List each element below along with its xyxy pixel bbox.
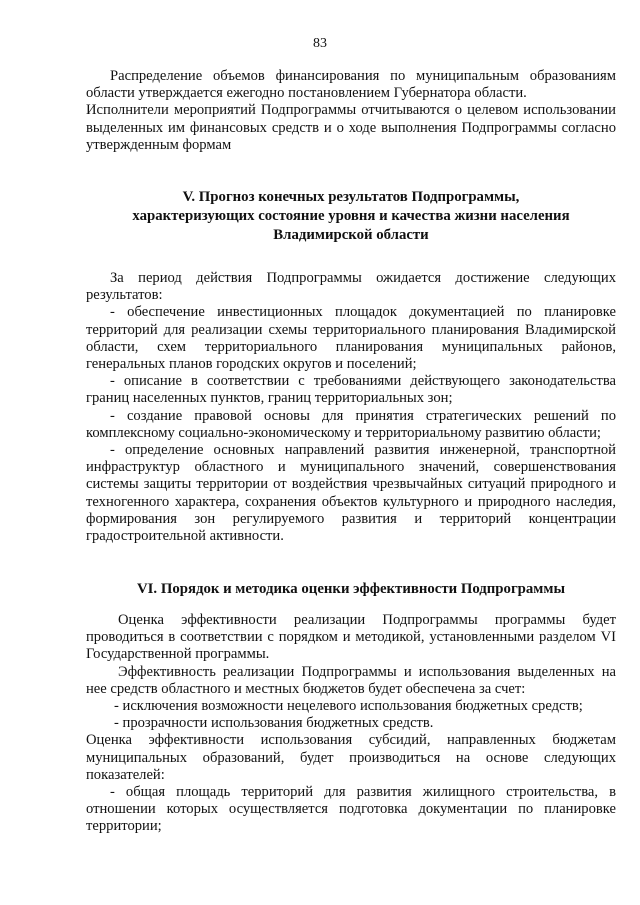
results-intro: За период действия Подпрограммы ожидается достижение следующих результатов:	[86, 270, 616, 304]
bullet-transparency: - прозрачности использования бюджетных средств.	[114, 715, 434, 732]
paragraph-financing-distribution: Распределение объемов финансирования по муниципальным образованиям области утверждается ежегодно постановлением Губернатора области.	[86, 68, 616, 102]
indicator-housing-area: - общая площадь территорий для развития жилищного строительства, в отношении которых осуществляется подготовка документации по планировке территории;	[86, 784, 616, 835]
result-item: - определение основных направлений развития инженерной, транспортной инфраструктур областного и муниципального значений, совершенствования системы защиты территории от воздействия чрезвычайных ситуаций природного и техногенного характера, сохранения объектов культурного и природного наследия, формирования зон регулируемого развития и территорий концентрации градостроительной активности.	[86, 442, 616, 545]
section-5-heading-line-2: характеризующих состояние уровня и качества жизни населения	[132, 208, 570, 224]
result-item: - описание в соответствии с требованиями действующего законодательства границ населенных пунктов, границ территориальных зон;	[86, 373, 616, 407]
result-item: - обеспечение инвестиционных площадок документацией по планировке территорий для реализации схемы территориального планирования Владимирской области, схем территориального планирования муниципальных районов, генеральных планов городских округов и поселений;	[86, 304, 616, 373]
paragraph-subsidy-evaluation: Оценка эффективности использования субсидий, направленных бюджетам муниципальных образований, будет производиться на основе следующих показателей:	[86, 732, 616, 783]
bullet-no-misuse: - исключения возможности нецелевого использования бюджетных средств;	[114, 698, 583, 715]
financing-paragraphs	[86, 68, 616, 154]
page-number: 83	[313, 36, 327, 51]
section-5-heading	[86, 188, 616, 245]
paragraph-efficiency: Эффективность реализации Подпрограммы и использования выделенных на нее средств областного и местных бюджетов будет обеспечена за счет:	[86, 663, 616, 697]
paragraph-executors-report: Исполнители мероприятий Подпрограммы отчитываются о целевом использовании выделенных им финансовых средств и о ходе выполнения Подпрограммы согласно утвержденным формам	[86, 102, 616, 153]
section-6-heading: VI. Порядок и методика оценки эффективности Подпрограммы	[136, 581, 565, 597]
result-item: - создание правовой основы для принятия стратегических решений по комплексному социально-экономическому и территориальному развитию области;	[86, 407, 616, 441]
section-5-heading-line-3: Владимирской области	[273, 227, 429, 243]
section-5-heading-line-1: V. Прогноз конечных результатов Подпрограммы,	[182, 189, 520, 205]
expected-results	[86, 270, 616, 545]
paragraph-evaluation-method: Оценка эффективности реализации Подпрограммы программы будет проводиться в соответствии с порядком и методикой, установленными разделом VI Государственной программы.	[86, 612, 616, 663]
evaluation-paragraphs	[86, 612, 616, 836]
